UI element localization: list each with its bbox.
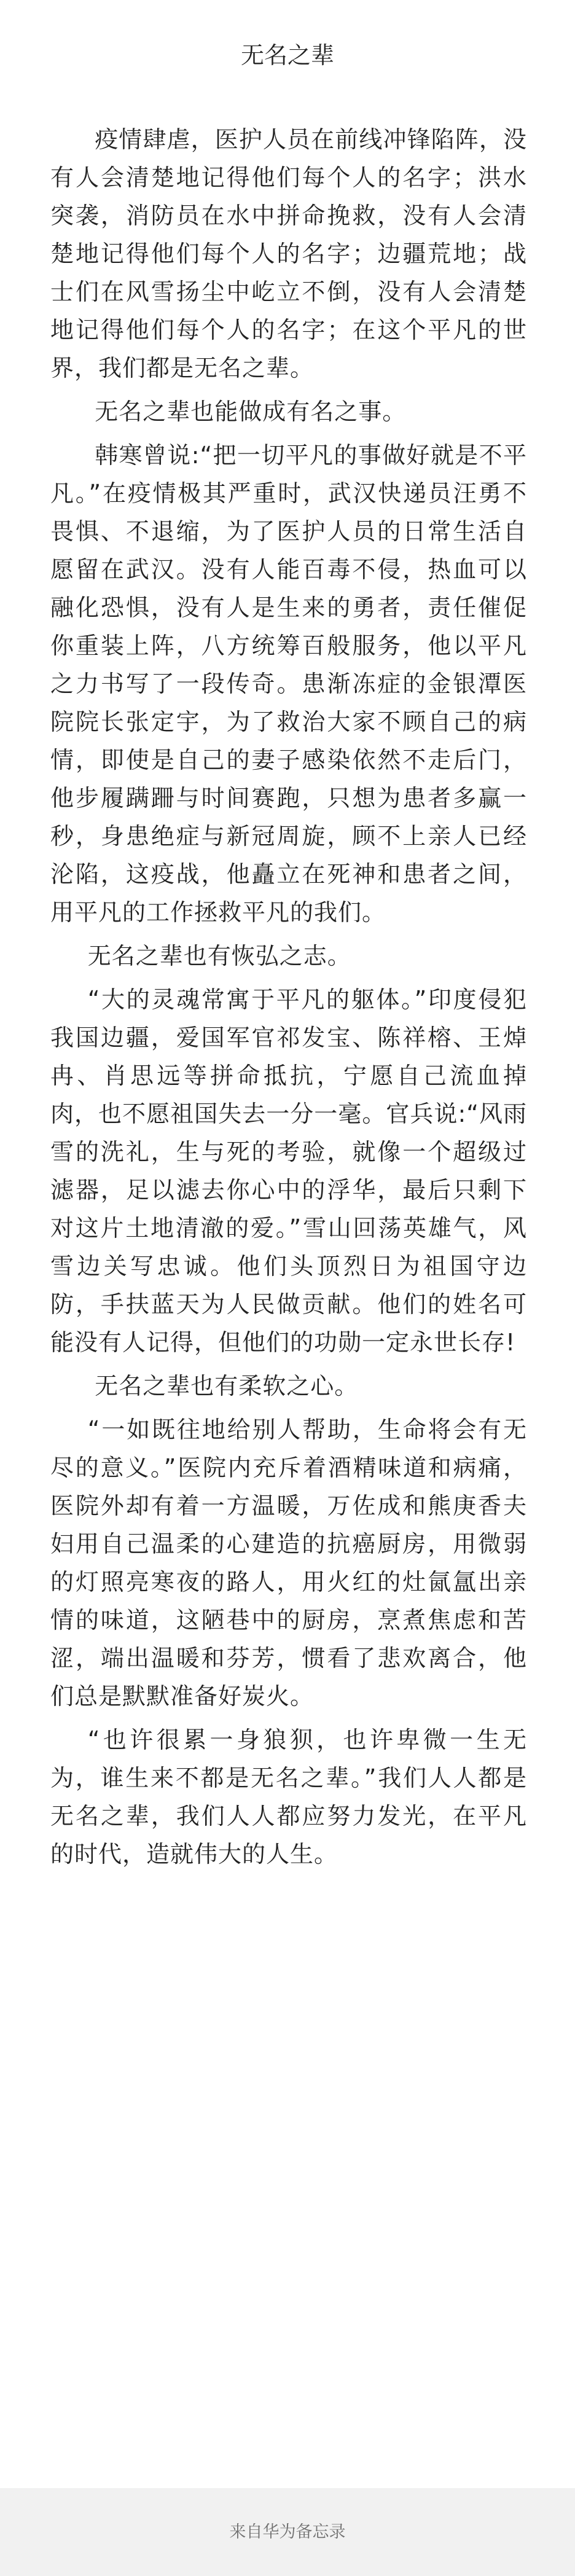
paragraph-heading: 无名之辈也能做成有名之事。 [95, 398, 407, 425]
paragraph: “一如既往地给别人帮助，生命将会有无尽的意义。”医院内充斥着酒精味道和病痛，医院外却有着一方温暖，万佐成和熊庚香夫妇用自己温柔的心建造的抗癌厨房，用微弱的灯照亮寒夜的路人，用火红的灶氤氲出亲情的味道，这陋巷中的厨房，烹煮焦虑和苦涩，端出温暖和芬芳，惯看了悲欢离合，他们总是默默准备好炭火。 [50, 1416, 527, 1710]
paragraph: “也许很累一身狼狈，也许卑微一生无为，谁生来不都是无名之辈。”我们人人都是无名之辈，我们人人都应努力发光，在平凡的时代，造就伟大的人生。 [50, 1726, 527, 1868]
footer-bar [0, 2488, 575, 2576]
paragraph-heading: 无名之辈也有恢弘之志。 [87, 942, 351, 969]
paragraph-heading: 无名之辈也有柔软之心。 [95, 1372, 359, 1400]
paragraph: 疫情肆虐，医护人员在前线冲锋陷阵，没有人会清楚地记得他们每个人的名字；洪水突袭，消防员在水中拼命挽救，没有人会清楚地记得他们每个人的名字；边疆荒地；战士们在风雪扬尘中屹立不倒，没有人会清楚地记得他们每个人的名字；在这个平凡的世界，我们都是无名之辈。 [50, 126, 527, 382]
note-body [50, 120, 527, 1879]
paragraph: 韩寒曾说:“把一切平凡的事做好就是不平凡。”在疫情极其严重时，武汉快递员汪勇不畏惧、不退缩，为了医护人员的日常生活自愿留在武汉。没有人能百毒不侵，热血可以融化恐惧，没有人是生来的勇者，责任催促你重装上阵，八方统筹百般服务，他以平凡之力书写了一段传奇。患渐冻症的金银潭医院院长张定宇，为了救治大家不顾自己的病情，即使是自己的妻子感染依然不走后门，他步履蹒跚与时间赛跑，只想为患者多赢一秒，身患绝症与新冠周旋，顾不上亲人已经沦陷，这疫战，他矗立在死神和患者之间，用平凡的工作拯救平凡的我们。 [50, 442, 527, 926]
footer-source-label: 来自华为备忘录 [229, 2523, 346, 2542]
paragraph: “大的灵魂常寓于平凡的躯体。”印度侵犯我国边疆，爱国军官祁发宝、陈祥榕、王焯冉、肖思远等拼命抵抗，宁愿自己流血掉肉，也不愿祖国失去一分一毫。官兵说:“风雨雪的洗礼，生与死的考验，就像一个超级过滤器，足以滤去你心中的浮华，最后只剩下对这片土地清澈的爱。”雪山回荡英雄气，风雪边关写忠诚。他们头顶烈日为祖国守边防，手扶蓝天为人民做贡献。他们的姓名可能没有人记得，但他们的功勋一定永世长存! [50, 986, 527, 1356]
note-title: 无名之辈 [240, 42, 334, 69]
